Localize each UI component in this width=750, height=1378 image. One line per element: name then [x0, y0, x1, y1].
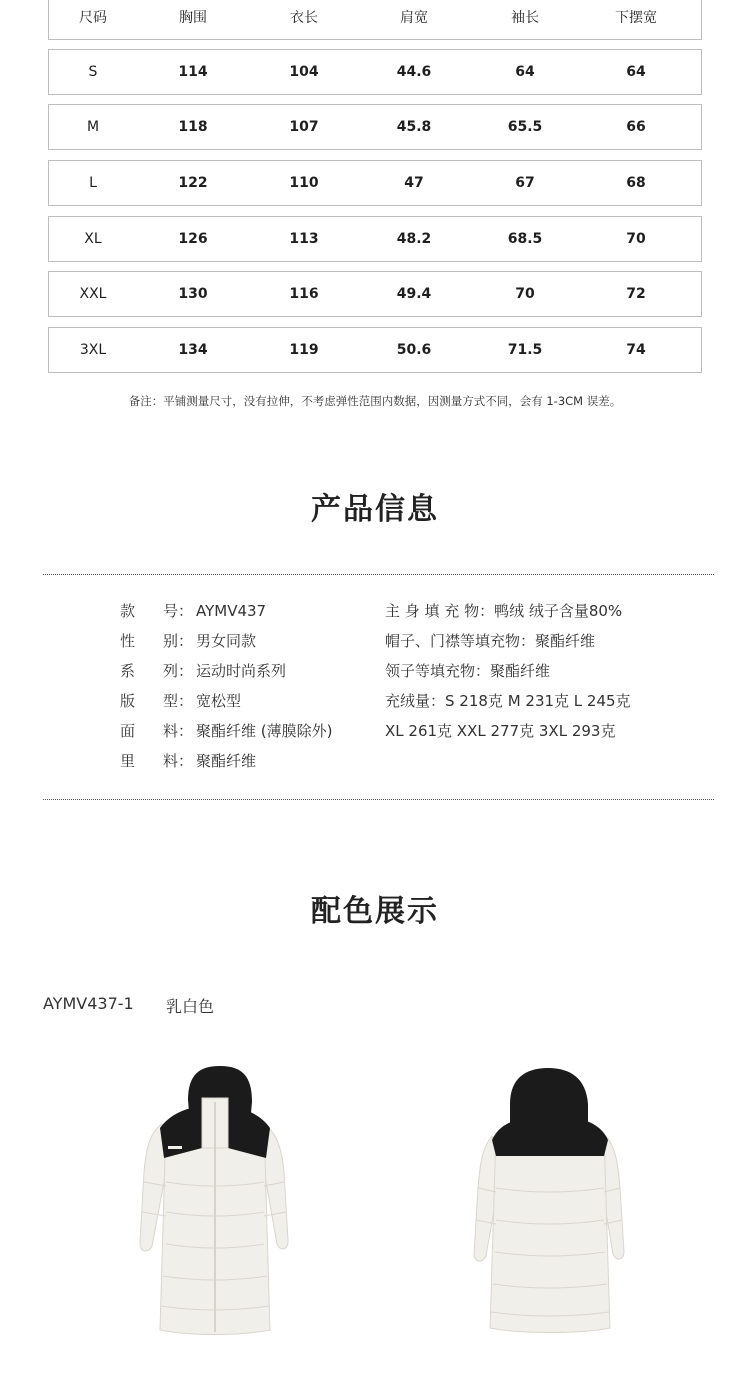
header-sleeve: 袖长: [511, 10, 539, 26]
product-info-left: [120, 600, 332, 780]
color-code: AYMV437-1: [43, 994, 134, 1013]
info-value: 聚酯纤维 (薄膜除外): [196, 722, 333, 740]
hem-cell: 72: [626, 286, 646, 302]
jacket-back-image: [470, 1064, 630, 1339]
sleeve-cell: 71.5: [507, 342, 543, 358]
chest-cell: 114: [178, 64, 208, 80]
length-cell: 104: [289, 64, 319, 80]
info-value: 运动时尚系列: [196, 662, 287, 680]
divider: [43, 799, 714, 800]
chest-cell: 122: [178, 175, 208, 191]
info-item-main-fill: 主 身 填 充 物：鸭绒 绒子含量80%: [385, 602, 623, 620]
header-chest: 胸围: [179, 10, 207, 26]
color-name: 乳白色: [166, 997, 215, 1016]
length-cell: 113: [289, 231, 319, 247]
chest-cell: 118: [178, 119, 208, 135]
size-note: 备注：平铺测量尺寸，没有拉伸，不考虑弹性范围内数据，因测量方式不同，会有 1-3CM 误差。: [128, 394, 622, 408]
size-table-header: [48, 0, 702, 40]
size-cell: S: [88, 64, 98, 80]
info-item-gender: [120, 630, 332, 660]
product-info-right: [385, 600, 631, 750]
length-cell: 119: [289, 342, 319, 358]
header-length: 衣长: [290, 10, 318, 26]
sleeve-cell: 68.5: [507, 231, 543, 247]
info-label: 版 型：: [120, 692, 194, 710]
hem-cell: 74: [626, 342, 646, 358]
info-label: 面 料：: [120, 722, 194, 740]
length-cell: 107: [289, 119, 319, 135]
hem-cell: 68: [626, 175, 646, 191]
header-hem: 下摆宽: [615, 10, 657, 26]
chest-cell: 126: [178, 231, 208, 247]
table-row: [48, 271, 702, 317]
sleeve-cell: 64: [515, 64, 535, 80]
size-cell: 3XL: [79, 342, 107, 358]
sleeve-cell: 67: [515, 175, 535, 191]
size-cell: XL: [84, 231, 102, 247]
info-item-style-no: [120, 600, 332, 630]
hem-cell: 66: [626, 119, 646, 135]
hem-cell: 70: [626, 231, 646, 247]
shoulder-cell: 49.4: [396, 286, 432, 302]
sleeve-cell: 70: [515, 286, 535, 302]
jacket-front-image: [130, 1062, 300, 1337]
info-item-outer-fabric: [120, 720, 332, 750]
table-row: [48, 49, 702, 95]
shoulder-cell: 45.8: [396, 119, 432, 135]
table-row: [48, 327, 702, 373]
chest-cell: 134: [178, 342, 208, 358]
table-row: [48, 216, 702, 262]
size-cell: XXL: [79, 286, 107, 302]
divider: [43, 574, 714, 575]
info-item-collar-fill: 领子等填充物：聚酯纤维: [385, 662, 551, 680]
info-label: 性 别：: [120, 632, 194, 650]
info-item-fill-weight: 充绒量：S 218克 M 231克 L 245克: [385, 692, 631, 710]
shoulder-cell: 44.6: [396, 64, 432, 80]
info-label: 系 列：: [120, 662, 194, 680]
table-row: [48, 160, 702, 206]
shoulder-cell: 50.6: [396, 342, 432, 358]
info-item-lining: [120, 750, 332, 780]
size-cell: L: [89, 175, 97, 191]
hem-cell: 64: [626, 64, 646, 80]
info-item-hood-fill: 帽子、门襟等填充物：聚酯纤维: [385, 632, 596, 650]
info-value: 宽松型: [196, 692, 242, 710]
info-value: 聚酯纤维: [196, 752, 257, 770]
shoulder-cell: 47: [404, 175, 424, 191]
product-info-title: 产品信息: [311, 492, 439, 527]
info-value: 男女同款: [196, 632, 257, 650]
chest-cell: 130: [178, 286, 208, 302]
table-row: [48, 104, 702, 150]
header-size: 尺码: [79, 10, 107, 26]
shoulder-cell: 48.2: [396, 231, 432, 247]
color-display-title: 配色展示: [311, 894, 439, 929]
info-label: 款 号：: [120, 602, 194, 620]
info-label: 里 料：: [120, 752, 194, 770]
info-item-fill-weight-cont: XL 261克 XXL 277克 3XL 293克: [385, 722, 616, 740]
length-cell: 110: [289, 175, 319, 191]
info-item-fit: [120, 690, 332, 720]
length-cell: 116: [289, 286, 319, 302]
size-cell: M: [86, 119, 100, 135]
info-item-series: [120, 660, 332, 690]
sleeve-cell: 65.5: [507, 119, 543, 135]
header-shoulder: 肩宽: [400, 10, 428, 26]
info-value: AYMV437: [196, 602, 267, 620]
